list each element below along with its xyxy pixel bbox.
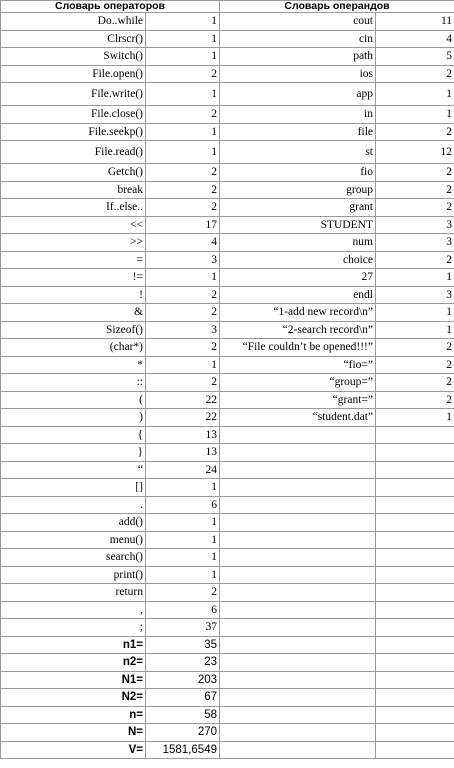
metric-value: 23 bbox=[146, 654, 220, 672]
operand-count bbox=[376, 566, 454, 584]
operand-name: “fio=” bbox=[220, 356, 376, 374]
operand-count: 2 bbox=[376, 65, 454, 83]
operator-name: If..else.. bbox=[1, 199, 146, 217]
operator-count: 3 bbox=[146, 251, 220, 269]
operator-name: ; bbox=[1, 619, 146, 637]
operator-name: File.close() bbox=[1, 106, 146, 124]
operand-count: 2 bbox=[376, 374, 454, 392]
operator-name: ( bbox=[1, 391, 146, 409]
operand-count bbox=[376, 514, 454, 532]
operator-name: Getch() bbox=[1, 164, 146, 182]
table-row bbox=[1, 374, 454, 392]
operand-name: app bbox=[220, 83, 376, 106]
operand-name: 27 bbox=[220, 269, 376, 287]
operand-count: 2 bbox=[376, 181, 454, 199]
operand-count: 1 bbox=[376, 269, 454, 287]
operand-name bbox=[220, 496, 376, 514]
summary-row bbox=[1, 741, 454, 759]
operand-count bbox=[376, 531, 454, 549]
operand-name: grant bbox=[220, 199, 376, 217]
operator-count: 1 bbox=[146, 30, 220, 48]
table-row bbox=[1, 426, 454, 444]
operator-count: 2 bbox=[146, 304, 220, 322]
operator-name: break bbox=[1, 181, 146, 199]
operand-name: “grant=” bbox=[220, 391, 376, 409]
metric-value: 203 bbox=[146, 671, 220, 689]
table-row bbox=[1, 566, 454, 584]
summary-row bbox=[1, 636, 454, 654]
summary-row bbox=[1, 654, 454, 672]
operand-count: 2 bbox=[376, 391, 454, 409]
empty-cell bbox=[376, 654, 454, 672]
operand-name bbox=[220, 549, 376, 567]
metric-value: 35 bbox=[146, 636, 220, 654]
metric-label: n= bbox=[1, 706, 146, 724]
operator-count: 22 bbox=[146, 409, 220, 427]
summary-row bbox=[1, 724, 454, 742]
operands-dictionary-header: Словарь операндов bbox=[220, 1, 454, 13]
operator-name: print() bbox=[1, 566, 146, 584]
operator-count: 13 bbox=[146, 444, 220, 462]
operator-count: 1 bbox=[146, 566, 220, 584]
operand-count: 4 bbox=[376, 30, 454, 48]
operator-name: & bbox=[1, 304, 146, 322]
operator-name: { bbox=[1, 426, 146, 444]
empty-cell bbox=[376, 741, 454, 759]
metric-value: 67 bbox=[146, 689, 220, 707]
operator-name: :: bbox=[1, 374, 146, 392]
operator-name: Sizeof() bbox=[1, 321, 146, 339]
operand-count bbox=[376, 496, 454, 514]
operator-count: 1 bbox=[146, 123, 220, 141]
table-body bbox=[1, 1, 454, 759]
empty-cell bbox=[376, 706, 454, 724]
operand-name bbox=[220, 514, 376, 532]
metric-label: N1= bbox=[1, 671, 146, 689]
table-row bbox=[1, 304, 454, 322]
operator-name: * bbox=[1, 356, 146, 374]
operand-name: in bbox=[220, 106, 376, 124]
operator-count: 1 bbox=[146, 479, 220, 497]
operand-name: cout bbox=[220, 13, 376, 31]
operand-count: 2 bbox=[376, 164, 454, 182]
operator-name: File.read() bbox=[1, 141, 146, 164]
empty-cell bbox=[376, 724, 454, 742]
operand-count: 1 bbox=[376, 106, 454, 124]
operand-count: 1 bbox=[376, 83, 454, 106]
table-row bbox=[1, 531, 454, 549]
operand-name bbox=[220, 531, 376, 549]
operator-count: 2 bbox=[146, 286, 220, 304]
header-row bbox=[1, 1, 454, 13]
table-row bbox=[1, 234, 454, 252]
empty-cell bbox=[220, 741, 376, 759]
operator-count: 22 bbox=[146, 391, 220, 409]
operand-name bbox=[220, 566, 376, 584]
operator-count: 4 bbox=[146, 234, 220, 252]
operator-name: File.seekp() bbox=[1, 123, 146, 141]
table-row bbox=[1, 549, 454, 567]
operand-name bbox=[220, 584, 376, 602]
table-row bbox=[1, 286, 454, 304]
operand-name bbox=[220, 461, 376, 479]
operand-count: 2 bbox=[376, 356, 454, 374]
operator-name: Do..while bbox=[1, 13, 146, 31]
operand-name: “student.dat” bbox=[220, 409, 376, 427]
summary-row bbox=[1, 706, 454, 724]
metric-value: 1581,6549 bbox=[146, 741, 220, 759]
operator-name: != bbox=[1, 269, 146, 287]
operator-name: add() bbox=[1, 514, 146, 532]
operand-name: “File couldn’t be opened!!!” bbox=[220, 339, 376, 357]
operator-name: “ bbox=[1, 461, 146, 479]
operator-count: 6 bbox=[146, 496, 220, 514]
operator-name: Switch() bbox=[1, 48, 146, 66]
operand-count: 2 bbox=[376, 339, 454, 357]
operand-name: group bbox=[220, 181, 376, 199]
operand-count: 11 bbox=[376, 13, 454, 31]
operator-name: . bbox=[1, 496, 146, 514]
operand-name: st bbox=[220, 141, 376, 164]
operand-count bbox=[376, 584, 454, 602]
table-row bbox=[1, 619, 454, 637]
operand-name: choice bbox=[220, 251, 376, 269]
operators-dictionary-header: Словарь операторов bbox=[1, 1, 220, 13]
table-row bbox=[1, 479, 454, 497]
operator-count: 2 bbox=[146, 181, 220, 199]
table-row bbox=[1, 461, 454, 479]
empty-cell bbox=[376, 671, 454, 689]
operand-name bbox=[220, 444, 376, 462]
table-row bbox=[1, 141, 454, 164]
operator-count: 1 bbox=[146, 531, 220, 549]
operator-name: = bbox=[1, 251, 146, 269]
operand-name: “1-add new record\n” bbox=[220, 304, 376, 322]
operand-count bbox=[376, 479, 454, 497]
metric-value: 270 bbox=[146, 724, 220, 742]
table-row bbox=[1, 65, 454, 83]
operator-count: 37 bbox=[146, 619, 220, 637]
operator-count: 2 bbox=[146, 65, 220, 83]
empty-cell bbox=[220, 706, 376, 724]
operand-count: 2 bbox=[376, 123, 454, 141]
operator-count: 24 bbox=[146, 461, 220, 479]
operand-name: file bbox=[220, 123, 376, 141]
operator-count: 1 bbox=[146, 356, 220, 374]
operator-name: (char*) bbox=[1, 339, 146, 357]
metric-value: 58 bbox=[146, 706, 220, 724]
table-row bbox=[1, 584, 454, 602]
table-row bbox=[1, 409, 454, 427]
table-row bbox=[1, 164, 454, 182]
empty-cell bbox=[220, 671, 376, 689]
table-row bbox=[1, 514, 454, 532]
operator-count: 2 bbox=[146, 199, 220, 217]
operator-count: 13 bbox=[146, 426, 220, 444]
operand-name: path bbox=[220, 48, 376, 66]
operator-count: 1 bbox=[146, 48, 220, 66]
operator-name: >> bbox=[1, 234, 146, 252]
operand-name bbox=[220, 619, 376, 637]
operand-count: 1 bbox=[376, 304, 454, 322]
operator-name: } bbox=[1, 444, 146, 462]
operator-count: 17 bbox=[146, 216, 220, 234]
empty-cell bbox=[376, 689, 454, 707]
metric-label: N2= bbox=[1, 689, 146, 707]
summary-row bbox=[1, 689, 454, 707]
metric-label: n2= bbox=[1, 654, 146, 672]
operator-count: 1 bbox=[146, 269, 220, 287]
operand-count: 3 bbox=[376, 216, 454, 234]
table-row bbox=[1, 251, 454, 269]
table-row bbox=[1, 106, 454, 124]
empty-cell bbox=[220, 689, 376, 707]
operator-count: 1 bbox=[146, 13, 220, 31]
table-row bbox=[1, 30, 454, 48]
table-row bbox=[1, 391, 454, 409]
operand-name: “2-search record\n” bbox=[220, 321, 376, 339]
operator-name: , bbox=[1, 601, 146, 619]
operand-count bbox=[376, 601, 454, 619]
operand-name: ios bbox=[220, 65, 376, 83]
table-row bbox=[1, 339, 454, 357]
table-row bbox=[1, 601, 454, 619]
operand-name bbox=[220, 426, 376, 444]
table-row bbox=[1, 216, 454, 234]
operator-count: 1 bbox=[146, 83, 220, 106]
operator-count: 2 bbox=[146, 374, 220, 392]
operator-name: ! bbox=[1, 286, 146, 304]
operator-count: 2 bbox=[146, 164, 220, 182]
metric-label: N= bbox=[1, 724, 146, 742]
operator-name: return bbox=[1, 584, 146, 602]
table-row bbox=[1, 269, 454, 287]
operand-count bbox=[376, 619, 454, 637]
empty-cell bbox=[220, 654, 376, 672]
operand-count bbox=[376, 444, 454, 462]
operator-count: 1 bbox=[146, 549, 220, 567]
table-row bbox=[1, 321, 454, 339]
operand-count: 3 bbox=[376, 234, 454, 252]
table-row bbox=[1, 181, 454, 199]
operand-count: 1 bbox=[376, 321, 454, 339]
operand-count: 2 bbox=[376, 199, 454, 217]
table-row bbox=[1, 444, 454, 462]
operator-count: 1 bbox=[146, 514, 220, 532]
operator-count: 3 bbox=[146, 321, 220, 339]
operator-name: search() bbox=[1, 549, 146, 567]
operator-name: [] bbox=[1, 479, 146, 497]
empty-cell bbox=[220, 724, 376, 742]
operand-count bbox=[376, 549, 454, 567]
operand-count: 1 bbox=[376, 409, 454, 427]
table-row bbox=[1, 48, 454, 66]
operator-count: 2 bbox=[146, 339, 220, 357]
table-row bbox=[1, 356, 454, 374]
operand-count bbox=[376, 426, 454, 444]
operator-name: File.write() bbox=[1, 83, 146, 106]
summary-row bbox=[1, 671, 454, 689]
table-row bbox=[1, 83, 454, 106]
operand-name: num bbox=[220, 234, 376, 252]
operator-name: << bbox=[1, 216, 146, 234]
operand-count: 2 bbox=[376, 251, 454, 269]
operator-count: 2 bbox=[146, 584, 220, 602]
operand-count bbox=[376, 461, 454, 479]
operand-name: endl bbox=[220, 286, 376, 304]
metric-label: n1= bbox=[1, 636, 146, 654]
operand-name: “group=” bbox=[220, 374, 376, 392]
operator-name: menu() bbox=[1, 531, 146, 549]
operator-name: ) bbox=[1, 409, 146, 427]
table-row bbox=[1, 199, 454, 217]
operand-name bbox=[220, 601, 376, 619]
operand-name: fio bbox=[220, 164, 376, 182]
operand-name bbox=[220, 479, 376, 497]
metric-label: V= bbox=[1, 741, 146, 759]
operator-name: File.open() bbox=[1, 65, 146, 83]
operator-name: Clrscr() bbox=[1, 30, 146, 48]
operand-count: 12 bbox=[376, 141, 454, 164]
operand-name: cin bbox=[220, 30, 376, 48]
operand-count: 5 bbox=[376, 48, 454, 66]
operand-count: 3 bbox=[376, 286, 454, 304]
operator-count: 1 bbox=[146, 141, 220, 164]
empty-cell bbox=[376, 636, 454, 654]
operand-name: STUDENT bbox=[220, 216, 376, 234]
operator-count: 6 bbox=[146, 601, 220, 619]
operator-count: 2 bbox=[146, 106, 220, 124]
empty-cell bbox=[220, 636, 376, 654]
table-row bbox=[1, 496, 454, 514]
table-row bbox=[1, 13, 454, 31]
table-row bbox=[1, 123, 454, 141]
